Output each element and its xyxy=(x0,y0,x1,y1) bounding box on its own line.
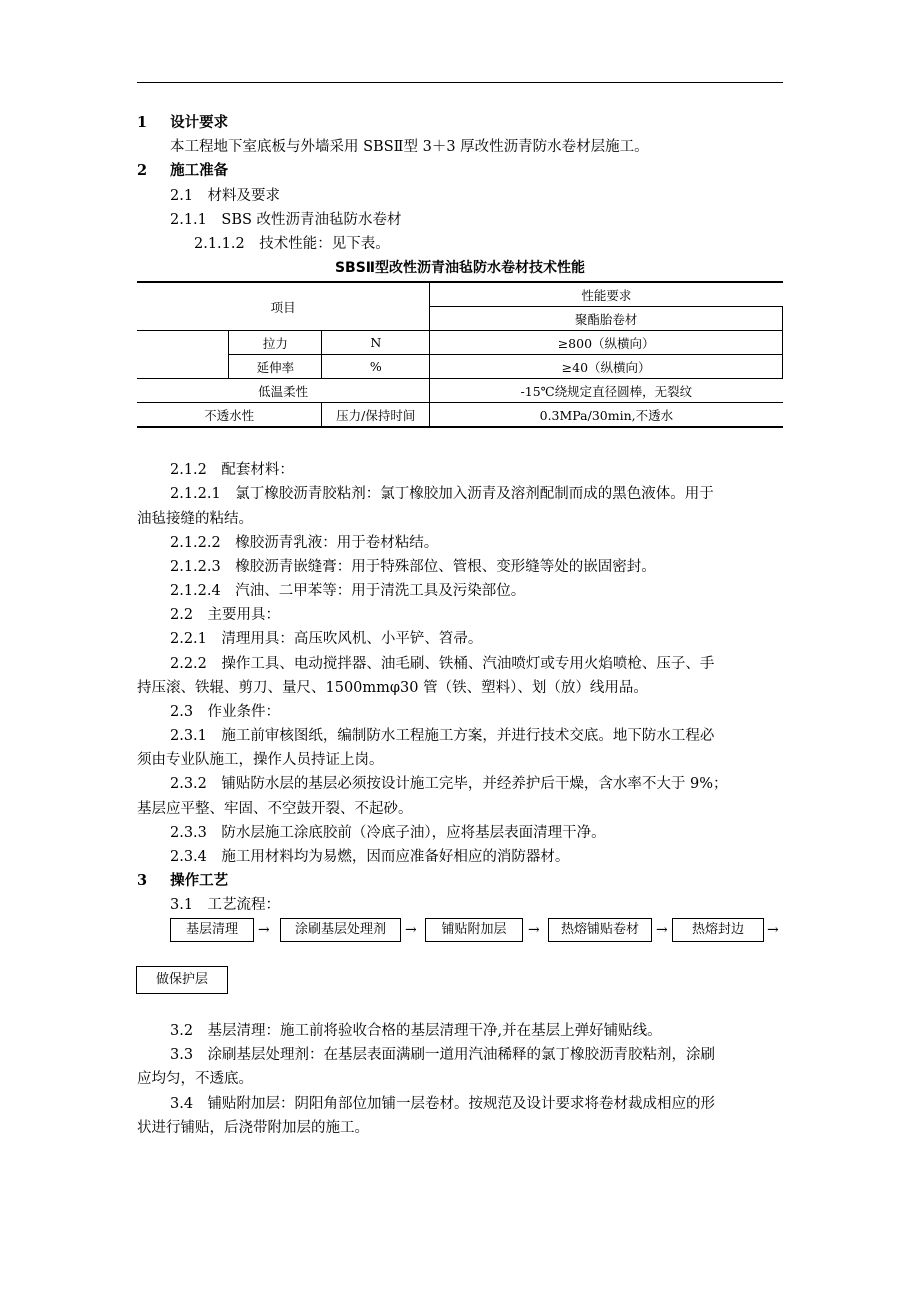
cell-elongation-name: 延伸率 xyxy=(229,355,322,379)
para-2-3-3: 2.3.3 防水层施工涂底胶前（冷底子油），应将基层表面清理干净。 xyxy=(170,825,606,841)
header-rule xyxy=(137,82,783,83)
section-1-title: 设计要求 xyxy=(170,114,229,131)
section-2-heading xyxy=(137,161,228,181)
para-2-1-2-4: 2.1.2.4 汽油、二甲苯等：用于清洗工具及污染部位。 xyxy=(170,583,526,599)
para-2-2-2-a: 2.2.2 操作工具、电动搅拌器、油毛刷、铁桶、汽油喷灯或专用火焰喷枪、压子、手 xyxy=(170,656,715,672)
para-2-3-1-a: 2.3.1 施工前审核图纸，编制防水工程施工方案，并进行技术交底。地下防水工程必 xyxy=(170,728,715,744)
para-2-2: 2.2 主要用具： xyxy=(170,607,281,623)
para-2-1-1-2: 2.1.1.2 技术性能：见下表。 xyxy=(194,236,390,252)
cell-tensile-name: 拉力 xyxy=(229,331,322,355)
para-2-3: 2.3 作业条件： xyxy=(170,704,281,720)
section-3-number: 3 xyxy=(137,872,148,889)
header-perf-cell: 性能要求 xyxy=(430,282,783,307)
cell-elongation-unit: % xyxy=(322,355,430,379)
cell-impermeable-value: 0.3MPa/30min,不透水 xyxy=(430,403,783,428)
cell-tensile-unit: N xyxy=(322,331,430,355)
section-2-number: 2 xyxy=(137,162,148,179)
header-item-cell: 项目 xyxy=(137,282,430,331)
header-sub-cell: 聚酯胎卷材 xyxy=(430,307,783,331)
para-2-1-1: 2.1.1 SBS 改性沥青油毡防水卷材 xyxy=(170,212,402,228)
table-row xyxy=(137,355,783,379)
section-1-heading xyxy=(137,113,228,133)
flow-arrow-1: → xyxy=(258,922,270,938)
para-2-3-4: 2.3.4 施工用材料均为易燃，因而应准备好相应的消防器材。 xyxy=(170,849,570,865)
cell-impermeable-name: 不透水性 xyxy=(137,403,322,428)
para-2-1-2-1-b: 油毡接缝的粘结。 xyxy=(137,511,253,527)
para-2-3-1-b: 须由专业队施工，操作人员持证上岗。 xyxy=(137,752,384,768)
table-title: SBSⅡ型改性沥青油毡防水卷材技术性能 xyxy=(334,260,586,276)
para-2-2-2-b: 持压滚、铁辊、剪刀、量尺、1500mmφ30 管（铁、塑料）、划（放）线用品。 xyxy=(137,680,648,696)
spec-table xyxy=(137,281,783,428)
cell-lowtemp-value: -15℃绕规定直径圆棒，无裂纹 xyxy=(430,379,783,403)
cell-lowtemp-name: 低温柔性 xyxy=(137,379,430,403)
flow-step-1: 基层清理 xyxy=(170,918,254,942)
flow-step-2: 涂刷基层处理剂 xyxy=(280,918,401,942)
para-3-2: 3.2 基层清理：施工前将验收合格的基层清理干净,并在基层上弹好铺贴线。 xyxy=(170,1023,662,1039)
para-2-1-2: 2.1.2 配套材料： xyxy=(170,462,294,478)
para-2-3-2-b: 基层应平整、牢固、不空鼓开裂、不起砂。 xyxy=(137,801,413,817)
flow-arrow-5: → xyxy=(767,922,779,938)
para-3-3-b: 应均匀，不透底。 xyxy=(137,1071,253,1087)
para-2-1: 2.1 材料及要求 xyxy=(170,188,281,204)
flow-step-4: 热熔铺贴卷材 xyxy=(548,918,652,942)
section-3-heading xyxy=(137,871,228,891)
para-3-4-b: 状进行铺贴，后浇带附加层的施工。 xyxy=(137,1120,369,1136)
para-2-3-2-a: 2.3.2 铺贴防水层的基层必须按设计施工完毕，并经养护后干燥，含水率不大于 9%； xyxy=(170,776,728,792)
cell-impermeable-unit: 压力/保持时间 xyxy=(322,403,430,428)
table-row xyxy=(137,331,783,355)
cell-elongation-value: ≥40（纵横向） xyxy=(430,355,783,379)
para-3-3-a: 3.3 涂刷基层处理剂：在基层表面满刷一道用汽油稀释的氯丁橡胶沥青胶粘剂，涂刷 xyxy=(170,1047,716,1063)
flow-arrow-4: → xyxy=(656,922,668,938)
table-row xyxy=(137,403,783,428)
section-1-number: 1 xyxy=(137,114,148,131)
para-2-1-2-3: 2.1.2.3 橡胶沥青嵌缝膏：用于特殊部位、管根、变形缝等处的嵌固密封。 xyxy=(170,559,656,575)
flow-step-protect: 做保护层 xyxy=(136,966,228,994)
para-2-1-2-1-a: 2.1.2.1 氯丁橡胶沥青胶粘剂：氯丁橡胶加入沥青及溶剂配制而成的黑色液体。用于 xyxy=(170,486,714,502)
section-2-title: 施工准备 xyxy=(170,162,229,179)
para-3-4-a: 3.4 铺贴附加层：阴阳角部位加铺一层卷材。按规范及设计要求将卷材裁成相应的形 xyxy=(170,1096,716,1112)
flow-arrow-3: → xyxy=(528,922,540,938)
flow-step-3: 铺贴附加层 xyxy=(425,918,523,942)
section-3-title: 操作工艺 xyxy=(170,872,229,889)
section-1-body: 本工程地下室底板与外墙采用 SBSⅡ型 3＋3 厚改性沥青防水卷材层施工。 xyxy=(170,139,649,155)
flow-step-5: 热熔封边 xyxy=(672,918,764,942)
flow-arrow-2: → xyxy=(405,922,417,938)
para-3-1: 3.1 工艺流程： xyxy=(170,897,281,913)
table-blank-cell xyxy=(137,331,229,379)
table-row xyxy=(137,379,783,403)
table-header-row xyxy=(137,282,783,307)
para-2-1-2-2: 2.1.2.2 橡胶沥青乳液：用于卷材粘结。 xyxy=(170,535,439,551)
cell-tensile-value: ≥800（纵横向） xyxy=(430,331,783,355)
para-2-2-1: 2.2.1 清理用具：高压吹风机、小平铲、笤帚。 xyxy=(170,631,483,647)
